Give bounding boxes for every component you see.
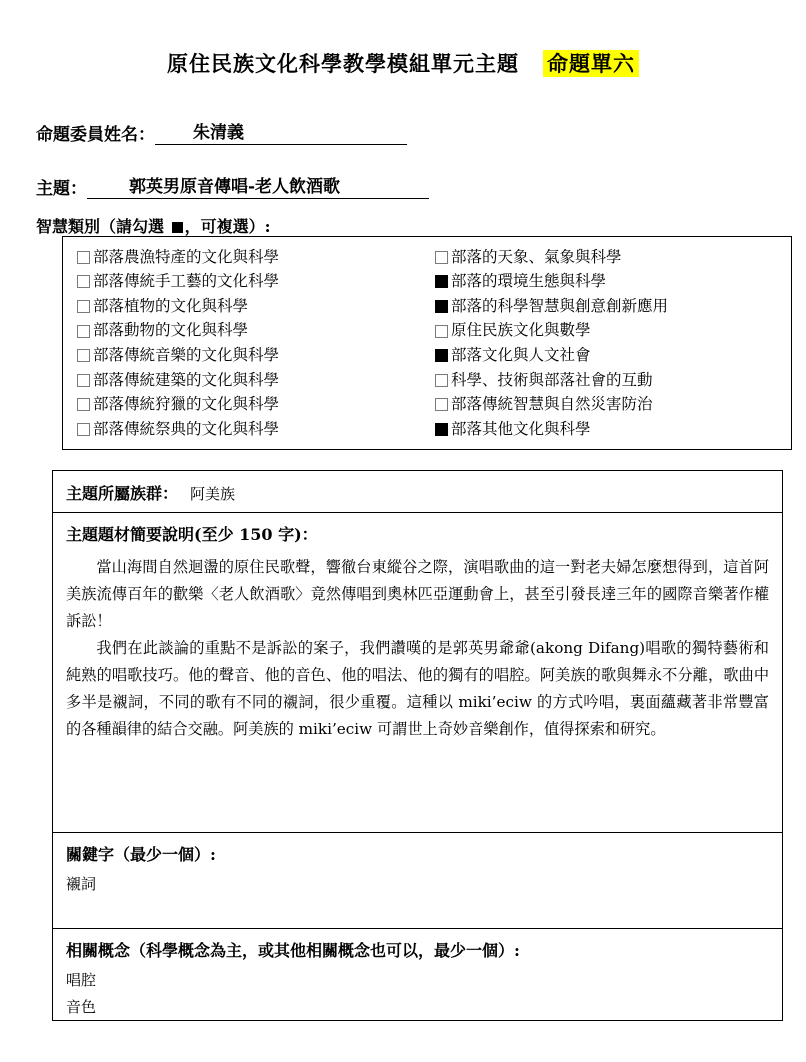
checkbox-unchecked-icon[interactable] xyxy=(77,349,90,362)
topic-field-value: 郭英男原音傳唱-老人飲酒歌 xyxy=(129,177,341,197)
keyword-values[interactable] xyxy=(66,872,769,897)
category-checkbox-item[interactable] xyxy=(435,319,791,344)
checkbox-unchecked-icon[interactable] xyxy=(77,423,90,436)
keyword-label: 關鍵字（最少一個）: xyxy=(66,845,216,864)
category-checkbox-item[interactable] xyxy=(77,294,427,319)
category-column-right xyxy=(427,237,791,449)
category-checkbox-item[interactable] xyxy=(77,245,427,270)
category-column-left xyxy=(63,237,427,449)
value-line: 襯詞 xyxy=(66,875,97,893)
ethnic-group-label: 主題所屬族群： xyxy=(66,484,179,503)
checkbox-checked-icon[interactable] xyxy=(435,275,448,288)
ethnic-group-row xyxy=(53,471,782,513)
checkbox-unchecked-icon[interactable] xyxy=(435,374,448,387)
category-checkbox-label: 部落文化與人文社會 xyxy=(451,345,591,364)
description-body[interactable] xyxy=(66,554,769,743)
category-checkbox-label: 部落的環境生態與科學 xyxy=(451,272,607,291)
description-row xyxy=(53,513,782,833)
description-paragraph-2: 我們在此談論的重點不是訴訟的案子，我們讚嘆的是郭英男爺爺(akong Difang)唱歌的獨特藝術和純熟的唱歌技巧。他的聲音、他的音色、他的唱法、他的獨有的唱腔。阿美族的歌與舞永不分離，歌曲中多半是襯詞，不同的歌有不同的襯詞，很少重覆。這種以 miki’eciw 的方式吟唱，裏面蘊藏著非常豐富的各種韻律的結合交融。阿美族的 miki’eciw 可謂世上奇妙音樂創作，值得探索和研究。 xyxy=(66,639,769,738)
category-heading-prefix: 智慧類別（請勾選 xyxy=(36,217,170,236)
detail-table xyxy=(52,470,783,1021)
checkbox-checked-icon[interactable] xyxy=(435,423,448,436)
topic-input[interactable] xyxy=(87,176,429,199)
author-field-value: 朱清義 xyxy=(193,123,244,143)
category-checkbox-item[interactable] xyxy=(435,343,791,368)
category-checkbox-label: 部落傳統智慧與自然災害防治 xyxy=(451,395,653,414)
checkbox-unchecked-icon[interactable] xyxy=(435,251,448,264)
checkbox-unchecked-icon[interactable] xyxy=(77,300,90,313)
title-badge: 命題單六 xyxy=(543,50,639,77)
concept-values[interactable] xyxy=(66,968,769,1020)
category-checkbox-label: 部落的天象、氣象與科學 xyxy=(451,247,622,266)
checkbox-unchecked-icon[interactable] xyxy=(77,251,90,264)
category-checkbox-panel xyxy=(62,236,792,450)
category-checkbox-item[interactable] xyxy=(77,393,427,418)
checkbox-unchecked-icon[interactable] xyxy=(77,325,90,338)
checkbox-unchecked-icon[interactable] xyxy=(435,325,448,338)
category-checkbox-label: 部落傳統手工藝的文化科學 xyxy=(93,272,280,291)
category-checkbox-label: 部落傳統祭典的文化與科學 xyxy=(93,419,280,438)
category-checkbox-item[interactable] xyxy=(77,343,427,368)
checkbox-unchecked-icon[interactable] xyxy=(435,398,448,411)
author-field-label: 命題委員姓名： xyxy=(36,125,155,145)
author-input[interactable] xyxy=(155,122,407,145)
topic-field-label: 主題： xyxy=(36,179,87,199)
ethnic-group-value[interactable]: 阿美族 xyxy=(190,485,236,503)
category-checkbox-item[interactable] xyxy=(435,417,791,442)
category-checkbox-item[interactable] xyxy=(77,368,427,393)
checkbox-unchecked-icon[interactable] xyxy=(77,275,90,288)
value-line: 唱腔 xyxy=(66,971,97,989)
page-title-text: 原住民族文化科學教學模組單元主題 xyxy=(167,51,519,76)
category-checkbox-label: 部落傳統音樂的文化與科學 xyxy=(93,345,280,364)
topic-field-row xyxy=(36,174,429,199)
category-checkbox-item[interactable] xyxy=(435,245,791,270)
category-checkbox-label: 部落農漁特產的文化與科學 xyxy=(93,247,280,266)
category-checkbox-label: 部落傳統建築的文化與科學 xyxy=(93,370,280,389)
category-checkbox-label: 部落其他文化與科學 xyxy=(451,419,591,438)
category-checkbox-label: 科學、技術與部落社會的互動 xyxy=(451,370,653,389)
concept-label: 相關概念（科學概念為主，或其他相關概念也可以，最少一個）: xyxy=(66,941,520,960)
category-checkbox-label: 原住民族文化與數學 xyxy=(451,321,591,340)
concept-row xyxy=(53,929,782,1021)
checkbox-unchecked-icon[interactable] xyxy=(77,374,90,387)
category-checkbox-item[interactable] xyxy=(435,270,791,295)
category-heading-suffix: ，可複選）: xyxy=(184,217,271,236)
checked-box-sample-icon xyxy=(172,222,183,233)
keyword-row xyxy=(53,833,782,929)
description-label: 主題題材簡要說明(至少 150 字)： xyxy=(66,525,318,544)
description-paragraph-1: 當山海間自然迴盪的原住民歌聲，響徹台東縱谷之際，演唱歌曲的這一對老夫婦怎麼想得到，這首阿美族流傳百年的歡樂〈老人飲酒歌〉竟然傳唱到奧林匹亞運動會上，甚至引發長達三年的國際音樂著作權訴訟！ xyxy=(66,558,769,630)
value-line: 音色 xyxy=(66,998,97,1016)
category-checkbox-item[interactable] xyxy=(77,417,427,442)
category-checkbox-item[interactable] xyxy=(435,393,791,418)
category-checkbox-item[interactable] xyxy=(77,319,427,344)
category-checkbox-item[interactable] xyxy=(435,368,791,393)
category-checkbox-label: 部落的科學智慧與創意創新應用 xyxy=(451,296,669,315)
category-checkbox-label: 部落植物的文化與科學 xyxy=(93,296,249,315)
author-field-row xyxy=(36,120,407,145)
category-checkbox-item[interactable] xyxy=(435,294,791,319)
category-checkbox-label: 部落傳統狩獵的文化與科學 xyxy=(93,395,280,414)
page-title xyxy=(0,48,806,78)
category-section-heading xyxy=(36,214,271,237)
checkbox-checked-icon[interactable] xyxy=(435,349,448,362)
category-checkbox-label: 部落動物的文化與科學 xyxy=(93,321,249,340)
checkbox-checked-icon[interactable] xyxy=(435,300,448,313)
category-checkbox-item[interactable] xyxy=(77,270,427,295)
checkbox-unchecked-icon[interactable] xyxy=(77,398,90,411)
ethnic-group-label-wrap xyxy=(66,481,769,504)
